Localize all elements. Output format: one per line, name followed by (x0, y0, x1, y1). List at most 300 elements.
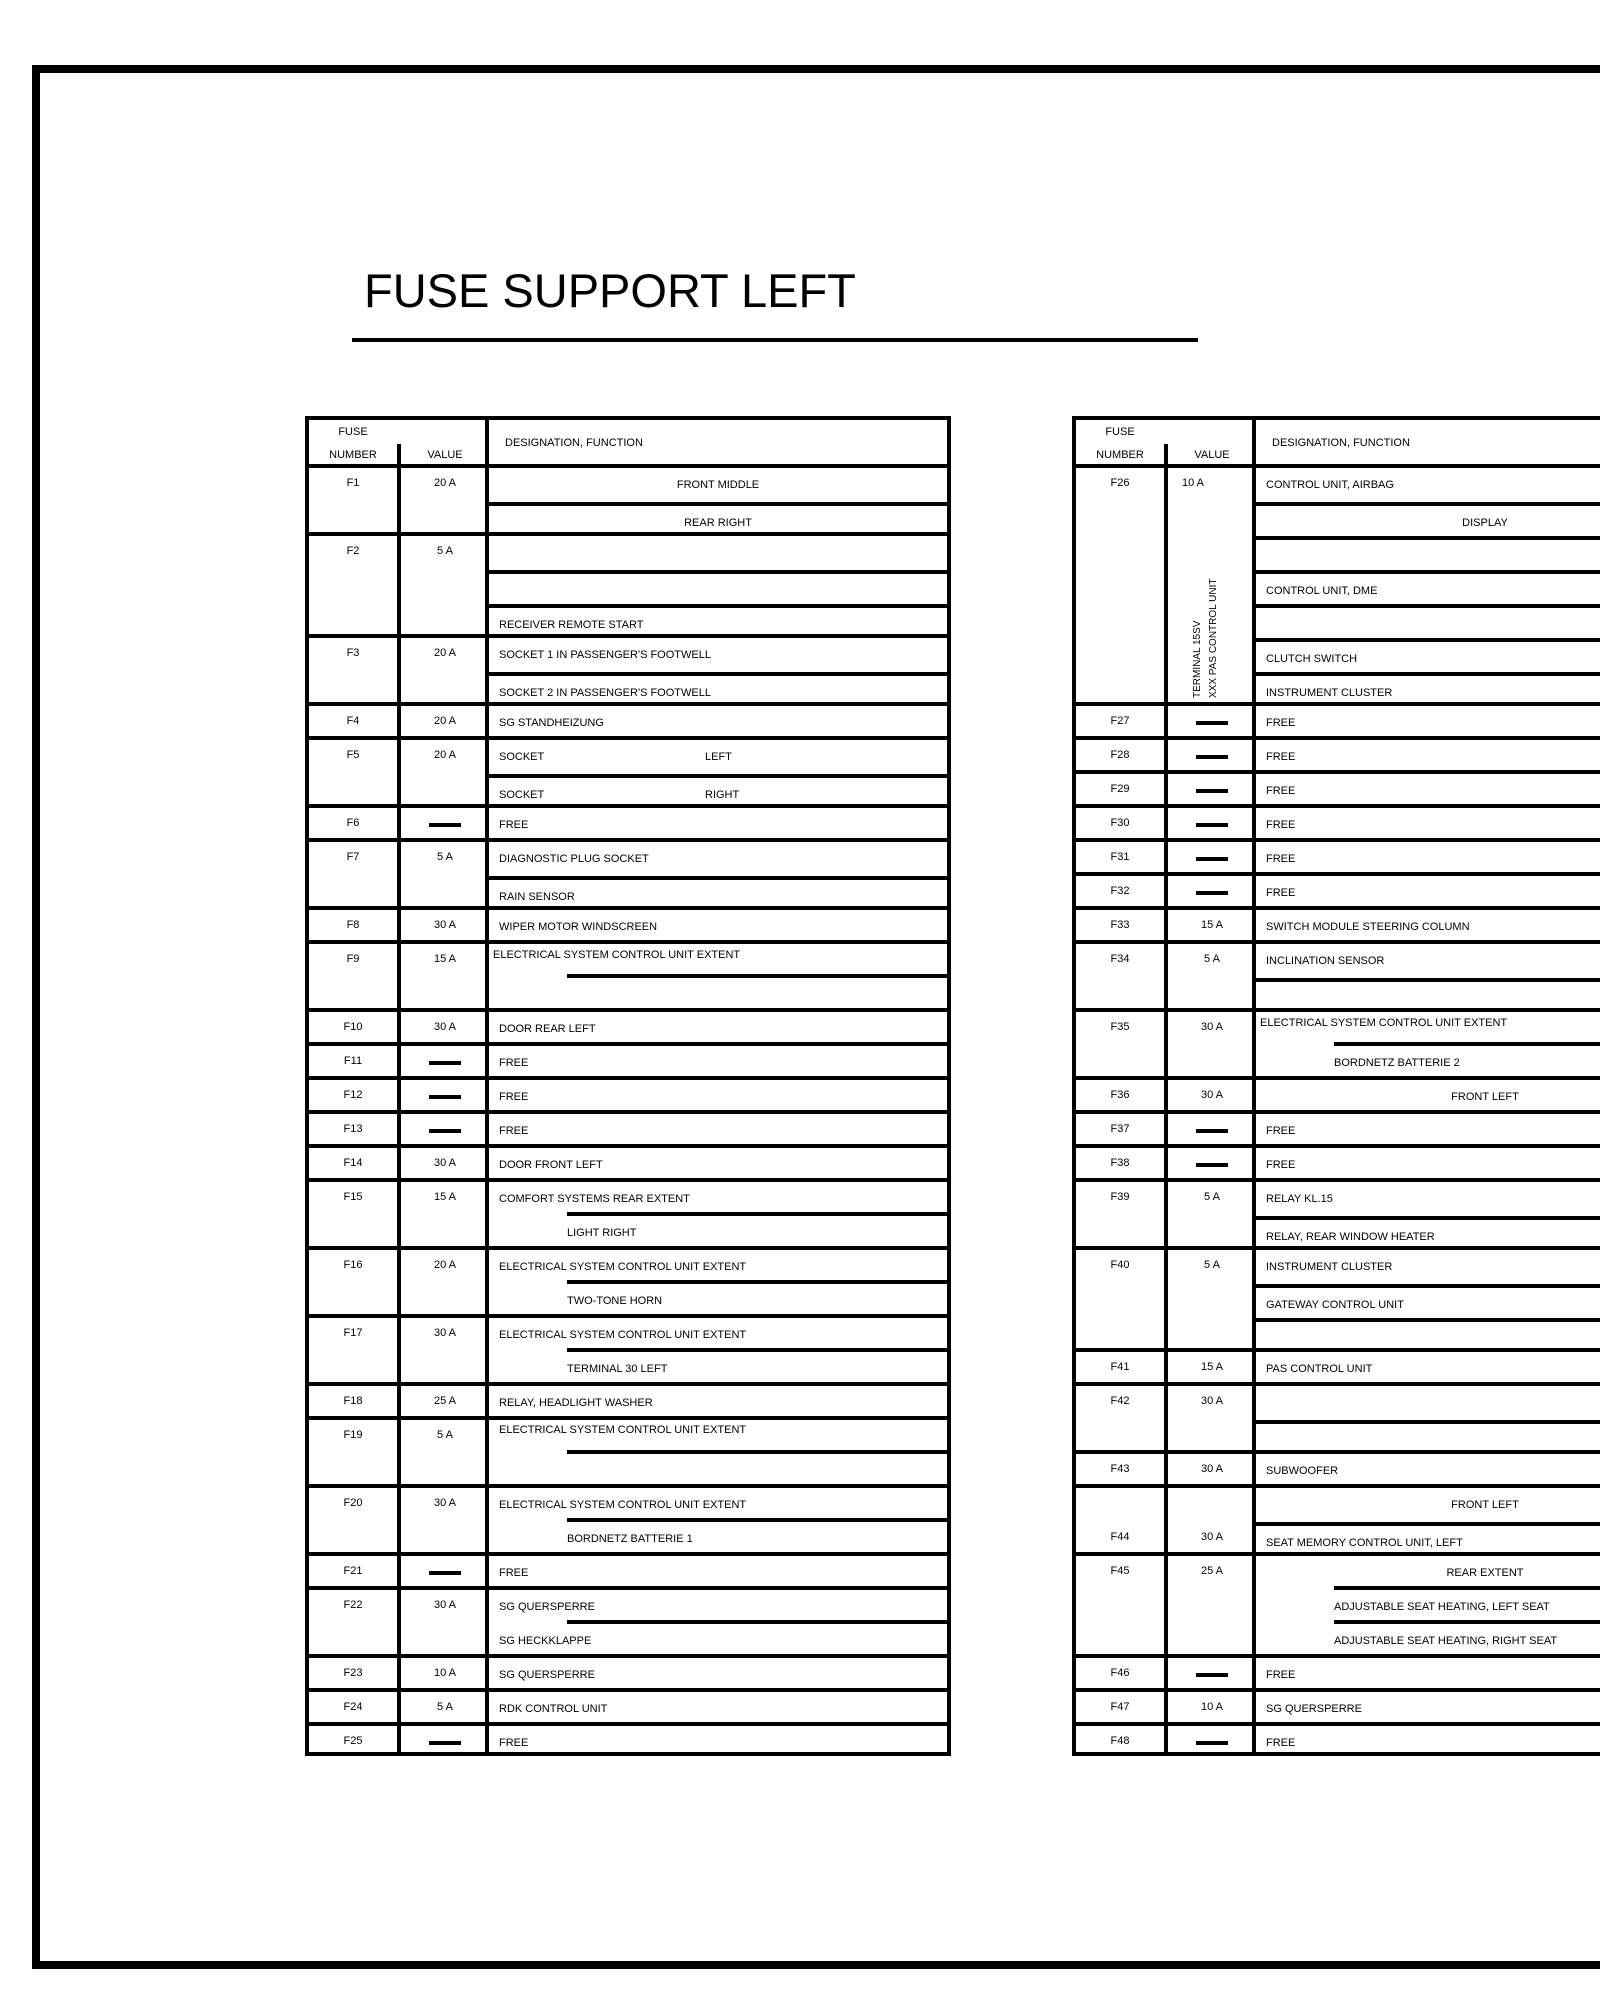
fuse-number: F7 (346, 851, 360, 863)
designation-text: FREE (1266, 1125, 1296, 1137)
designation-text: FREE (499, 1567, 529, 1579)
fuse-value-text: 5 A (437, 545, 453, 557)
fuse-row-f28 (1072, 736, 1600, 770)
designation-line (489, 1182, 947, 1216)
designation-text: REAR RIGHT (684, 517, 752, 529)
fuse-value-text: 20 A (433, 477, 457, 489)
fuse-value (397, 1080, 489, 1110)
fuse-number: F26 (1110, 477, 1130, 489)
header-value: VALUE (1194, 449, 1230, 461)
fuse-value (397, 910, 489, 940)
designation-line (1256, 1590, 1600, 1624)
fuse-value (1164, 910, 1256, 940)
designation-line (1256, 1114, 1600, 1144)
designation-side-text: LEFT (705, 751, 732, 763)
fuse-row-f32 (1072, 872, 1600, 906)
designation-line (1256, 1318, 1600, 1348)
fuse-number: F8 (346, 919, 360, 931)
designation-text: FREE (499, 1057, 529, 1069)
fuse-number: F25 (343, 1735, 363, 1747)
no-fuse-dash (429, 1741, 461, 1745)
fuse-designation (1252, 842, 1600, 872)
fuse-value (1164, 1692, 1256, 1722)
designation-line (1256, 1658, 1600, 1688)
fuse-row-f15 (305, 1178, 951, 1246)
fuse-row-f29 (1072, 770, 1600, 804)
fuse-number: F1 (346, 477, 360, 489)
fuse-designation (1252, 1726, 1600, 1752)
designation-line (1256, 1148, 1600, 1178)
designation-line (489, 1556, 947, 1586)
fuse-row-f30 (1072, 804, 1600, 838)
fuse-value-text: 30 A (1200, 1531, 1224, 1543)
fuse-designation (485, 468, 947, 532)
fuse-designation (485, 1692, 947, 1722)
fuse-value (397, 1726, 489, 1752)
fuse-designation (485, 1080, 947, 1110)
fuse-number: F18 (343, 1395, 363, 1407)
no-fuse-dash (429, 1061, 461, 1065)
designation-line (489, 570, 947, 604)
header-divider (485, 420, 489, 468)
designation-line (1256, 1488, 1600, 1522)
fuse-number: F31 (1110, 851, 1130, 863)
fuse-row-f24 (305, 1688, 951, 1722)
fuse-row-f35 (1072, 1008, 1600, 1076)
fuse-designation (485, 1386, 947, 1416)
fuse-row-f47 (1072, 1688, 1600, 1722)
document-title: FUSE SUPPORT LEFT (364, 264, 856, 317)
designation-text: DOOR REAR LEFT (499, 1023, 596, 1035)
fuse-row-f3 (305, 634, 951, 702)
no-fuse-dash (1196, 1741, 1228, 1745)
fuse-row-f16 (305, 1246, 951, 1314)
designation-text: SOCKET 2 IN PASSENGER'S FOOTWELL (499, 687, 711, 699)
designation-text: ELECTRICAL SYSTEM CONTROL UNIT EXTENT (499, 1424, 747, 1436)
title-underline (352, 338, 1198, 342)
fuse-row-f26 (1072, 464, 1600, 702)
fuse-number: F29 (1110, 783, 1130, 795)
fuse-value (1164, 740, 1256, 770)
fuse-designation (1252, 706, 1600, 736)
fuse-designation (485, 740, 947, 804)
fuse-designation (485, 1420, 947, 1484)
designation-line (489, 1352, 947, 1382)
fuse-row-f41 (1072, 1348, 1600, 1382)
fuse-designation (1252, 944, 1600, 1008)
designation-line (1256, 570, 1600, 604)
fuse-row-f8 (305, 906, 951, 940)
designation-line (1256, 536, 1600, 570)
fuse-value (397, 706, 489, 736)
designation-line (1256, 706, 1600, 736)
fuse-value (397, 1046, 489, 1076)
fuse-value (397, 1012, 489, 1042)
designation-line (489, 502, 947, 532)
no-fuse-dash (429, 1571, 461, 1575)
fuse-number: F13 (343, 1123, 363, 1135)
fuse-designation (1252, 1692, 1600, 1722)
designation-line (1256, 1556, 1600, 1590)
fuse-value (397, 1488, 489, 1552)
fuse-number: F19 (343, 1429, 363, 1441)
fuse-value-text: 15 A (433, 1191, 457, 1203)
designation-text: RAIN SENSOR (499, 891, 575, 903)
designation-line (489, 1046, 947, 1076)
designation-text: RELAY, HEADLIGHT WASHER (499, 1397, 653, 1409)
designation-line (489, 1488, 947, 1522)
designation-line (1256, 1046, 1600, 1076)
fuse-designation (485, 536, 947, 634)
fuse-value (1164, 808, 1256, 838)
designation-line (1256, 672, 1600, 702)
fuse-row-f21 (305, 1552, 951, 1586)
fuse-row-f6 (305, 804, 951, 838)
fuse-value-text: 20 A (433, 715, 457, 727)
designation-line (1256, 774, 1600, 804)
designation-text: FREE (1266, 785, 1296, 797)
designation-line (1256, 978, 1600, 1008)
fuse-row-f39 (1072, 1178, 1600, 1246)
designation-text: SG STANDHEIZUNG (499, 717, 604, 729)
fuse-value-text: 10 A (1200, 1701, 1224, 1713)
fuse-number: F41 (1110, 1361, 1130, 1373)
designation-line (1256, 1522, 1600, 1552)
designation-text: WIPER MOTOR WINDSCREEN (499, 921, 658, 933)
fuse-table-right (1072, 416, 1600, 1756)
fuse-row-f20 (305, 1484, 951, 1552)
fuse-value-text: 5 A (1204, 1259, 1220, 1271)
designation-line (489, 1590, 947, 1624)
designation-line (1256, 1692, 1600, 1722)
header-designation: DESIGNATION, FUNCTION (1272, 437, 1410, 449)
no-fuse-dash (1196, 1673, 1228, 1677)
fuse-row-f33 (1072, 906, 1600, 940)
designation-text: FREE (1266, 819, 1296, 831)
designation-text: RELAY, REAR WINDOW HEATER (1266, 1231, 1435, 1243)
table-body-left (305, 464, 951, 1756)
fuse-designation (485, 706, 947, 736)
fuse-value-text: 30 A (433, 1497, 457, 1509)
designation-line (489, 1012, 947, 1042)
designation-text: BORDNETZ BATTERIE 2 (1334, 1057, 1460, 1069)
designation-line (489, 1454, 947, 1484)
fuse-row-f10 (305, 1008, 951, 1042)
fuse-designation (485, 1114, 947, 1144)
fuse-number: F43 (1110, 1463, 1130, 1475)
fuse-designation (1252, 1658, 1600, 1688)
fuse-row-f31 (1072, 838, 1600, 872)
fuse-value (1164, 1658, 1256, 1688)
fuse-value (1164, 1488, 1256, 1552)
fuse-designation (1252, 740, 1600, 770)
fuse-value (397, 740, 489, 804)
fuse-value-text: 30 A (433, 1599, 457, 1611)
fuse-number: F5 (346, 749, 360, 761)
designation-text: BORDNETZ BATTERIE 1 (567, 1533, 693, 1545)
designation-text: ELECTRICAL SYSTEM CONTROL UNIT EXTENT (499, 1329, 747, 1341)
no-fuse-dash (429, 1129, 461, 1133)
designation-text: ADJUSTABLE SEAT HEATING, RIGHT SEAT (1334, 1635, 1558, 1647)
fuse-number: F33 (1110, 919, 1130, 931)
designation-text: COMFORT SYSTEMS REAR EXTENT (499, 1193, 690, 1205)
fuse-row-f23 (305, 1654, 951, 1688)
fuse-designation (485, 1658, 947, 1688)
fuse-designation (1252, 1182, 1600, 1246)
designation-text: FRONT MIDDLE (676, 479, 760, 491)
fuse-row-f9 (305, 940, 951, 1008)
designation-text: FRONT LEFT (1451, 1091, 1519, 1103)
header-fuse: FUSE (1105, 426, 1135, 438)
fuse-value-text: 30 A (433, 1327, 457, 1339)
fuse-number: F38 (1110, 1157, 1130, 1169)
designation-text: FREE (1266, 751, 1296, 763)
designation-line (1256, 876, 1600, 906)
fuse-value (397, 1590, 489, 1654)
fuse-designation (485, 1250, 947, 1314)
no-fuse-dash (1196, 789, 1228, 793)
fuse-value (397, 1250, 489, 1314)
fuse-number: F34 (1110, 953, 1130, 965)
fuse-number: F35 (1110, 1021, 1130, 1033)
header-value: VALUE (427, 449, 463, 461)
fuse-value (397, 638, 489, 702)
fuse-value-text: 15 A (1200, 1361, 1224, 1373)
fuse-value (397, 468, 489, 532)
fuse-number: F40 (1110, 1259, 1130, 1271)
fuse-value-text: 25 A (433, 1395, 457, 1407)
fuse-number: F10 (343, 1021, 363, 1033)
designation-line (489, 1080, 947, 1110)
fuse-value-text: 20 A (433, 647, 457, 659)
fuse-row-f2 (305, 532, 951, 634)
fuse-designation (485, 944, 947, 1008)
designation-line (489, 604, 947, 634)
fuse-designation (1252, 910, 1600, 940)
designation-line (489, 774, 947, 804)
no-fuse-dash (1196, 1129, 1228, 1133)
designation-line (489, 842, 947, 876)
designation-line (1256, 638, 1600, 672)
fuse-value-text: 5 A (1204, 1191, 1220, 1203)
fuse-number: F22 (343, 1599, 363, 1611)
designation-text: CONTROL UNIT, AIRBAG (1266, 479, 1394, 491)
fuse-row-f22 (305, 1586, 951, 1654)
fuse-row-f43 (1072, 1450, 1600, 1484)
vertical-note (1174, 528, 1254, 698)
designation-line (1256, 740, 1600, 770)
designation-line (1256, 842, 1600, 872)
fuse-designation (1252, 808, 1600, 838)
designation-text: SG QUERSPERRE (1266, 1703, 1362, 1715)
fuse-designation (485, 638, 947, 702)
fuse-value-text: 30 A (433, 1157, 457, 1169)
fuse-value (1164, 1726, 1256, 1752)
designation-line (489, 1318, 947, 1352)
fuse-designation (485, 808, 947, 838)
fuse-value (1164, 1454, 1256, 1484)
designation-text: ELECTRICAL SYSTEM CONTROL UNIT EXTENT (1260, 1017, 1508, 1029)
table-header (1072, 416, 1600, 464)
fuse-designation (1252, 1250, 1600, 1348)
designation-text: FREE (1266, 1737, 1296, 1749)
fuse-value (1164, 1080, 1256, 1110)
fuse-row-f11 (305, 1042, 951, 1076)
fuse-value-text: 15 A (433, 953, 457, 965)
fuse-value-text: 5 A (1204, 953, 1220, 965)
designation-text: TERMINAL 30 LEFT (567, 1363, 668, 1375)
designation-text: FRONT LEFT (1451, 1499, 1519, 1511)
designation-line (489, 944, 947, 978)
fuse-row-f46 (1072, 1654, 1600, 1688)
no-fuse-dash (429, 1095, 461, 1099)
fuse-value (1164, 1556, 1256, 1654)
fuse-row-f44 (1072, 1484, 1600, 1552)
fuse-number: F15 (343, 1191, 363, 1203)
designation-text: SOCKET (499, 789, 545, 801)
designation-line (489, 706, 947, 736)
designation-text: ELECTRICAL SYSTEM CONTROL UNIT EXTENT (499, 1261, 747, 1273)
fuse-value-text: 5 A (437, 1701, 453, 1713)
designation-line (489, 638, 947, 672)
designation-text: DISPLAY (1462, 517, 1508, 529)
designation-line (1256, 1216, 1600, 1246)
fuse-designation (485, 1012, 947, 1042)
fuse-row-f5 (305, 736, 951, 804)
designation-line (489, 1216, 947, 1246)
fuse-designation (485, 1556, 947, 1586)
fuse-table-left (305, 416, 951, 1756)
fuse-value-text: 10 A (1182, 477, 1205, 489)
fuse-number: F3 (346, 647, 360, 659)
fuse-designation (1252, 1556, 1600, 1654)
fuse-number: F20 (343, 1497, 363, 1509)
fuse-number: F23 (343, 1667, 363, 1679)
fuse-value-text: 30 A (1200, 1463, 1224, 1475)
fuse-designation (485, 1318, 947, 1382)
designation-text: ELECTRICAL SYSTEM CONTROL UNIT EXTENT (499, 1499, 747, 1511)
designation-line (1256, 1250, 1600, 1284)
header-number: NUMBER (329, 449, 377, 461)
designation-line (489, 740, 947, 774)
designation-text: FREE (1266, 887, 1296, 899)
fuse-row-f1 (305, 464, 951, 532)
fuse-designation (485, 1488, 947, 1552)
designation-text: FREE (1266, 1159, 1296, 1171)
fuse-number: F21 (343, 1565, 363, 1577)
fuse-row-f17 (305, 1314, 951, 1382)
fuse-designation (1252, 1080, 1600, 1110)
fuse-designation (485, 1148, 947, 1178)
fuse-designation (1252, 1488, 1600, 1552)
designation-line (1256, 910, 1600, 940)
no-fuse-dash (1196, 721, 1228, 725)
fuse-number: F11 (343, 1055, 363, 1067)
fuse-value (397, 842, 489, 906)
designation-line (489, 978, 947, 1008)
fuse-number: F39 (1110, 1191, 1130, 1203)
fuse-value-text: 25 A (1200, 1565, 1224, 1577)
fuse-row-f18 (305, 1382, 951, 1416)
fuse-value (397, 536, 489, 634)
fuse-row-f12 (305, 1076, 951, 1110)
designation-text: FREE (499, 1737, 529, 1749)
designation-line (1256, 1012, 1600, 1046)
designation-text: FREE (499, 1125, 529, 1137)
fuse-value (397, 944, 489, 1008)
fuse-value-text: 5 A (437, 851, 453, 863)
fuse-value-text: 30 A (1200, 1089, 1224, 1101)
fuse-designation (1252, 774, 1600, 804)
designation-line (489, 536, 947, 570)
fuse-designation (1252, 1454, 1600, 1484)
designation-line (489, 1726, 947, 1756)
fuse-value (397, 1182, 489, 1246)
no-fuse-dash (1196, 857, 1228, 861)
designation-line (489, 876, 947, 906)
designation-line (489, 910, 947, 940)
designation-line (1256, 1182, 1600, 1216)
designation-line (489, 672, 947, 702)
fuse-value (1164, 706, 1256, 736)
table-header (305, 416, 951, 464)
no-fuse-dash (1196, 755, 1228, 759)
fuse-value (1164, 468, 1256, 702)
fuse-number: F27 (1110, 715, 1130, 727)
designation-line (1256, 1080, 1600, 1110)
fuse-row-f45 (1072, 1552, 1600, 1654)
fuse-value-text: 5 A (437, 1429, 453, 1441)
vertical-note-line2: XXX PAS CONTROL UNIT (1208, 578, 1219, 698)
fuse-value-text: 30 A (433, 1021, 457, 1033)
fuse-number: F12 (343, 1089, 363, 1101)
designation-text: SG HECKKLAPPE (499, 1635, 592, 1647)
fuse-value (397, 1114, 489, 1144)
fuse-value (1164, 944, 1256, 1008)
fuse-value (1164, 1182, 1256, 1246)
fuse-designation (485, 1182, 947, 1246)
fuse-number: F48 (1110, 1735, 1130, 1747)
fuse-row-f14 (305, 1144, 951, 1178)
designation-text: SG QUERSPERRE (499, 1669, 595, 1681)
fuse-value (397, 808, 489, 838)
fuse-designation (1252, 876, 1600, 906)
no-fuse-dash (429, 823, 461, 827)
header-designation: DESIGNATION, FUNCTION (505, 437, 643, 449)
fuse-row-f38 (1072, 1144, 1600, 1178)
fuse-row-f40 (1072, 1246, 1600, 1348)
fuse-number: F47 (1110, 1701, 1130, 1713)
designation-text: ADJUSTABLE SEAT HEATING, LEFT SEAT (1334, 1601, 1550, 1613)
fuse-designation (485, 1046, 947, 1076)
designation-text: FREE (499, 1091, 529, 1103)
designation-text: INSTRUMENT CLUSTER (1266, 1261, 1393, 1273)
fuse-number: F32 (1110, 885, 1130, 897)
designation-line (1256, 1284, 1600, 1318)
fuse-value (1164, 842, 1256, 872)
fuse-number: F24 (343, 1701, 363, 1713)
fuse-row-f13 (305, 1110, 951, 1144)
designation-text: INSTRUMENT CLUSTER (1266, 687, 1393, 699)
fuse-number: F45 (1110, 1565, 1130, 1577)
fuse-row-f25 (305, 1722, 951, 1756)
designation-line (489, 1522, 947, 1552)
fuse-row-f27 (1072, 702, 1600, 736)
fuse-number: F9 (346, 953, 360, 965)
designation-text: GATEWAY CONTROL UNIT (1266, 1299, 1404, 1311)
fuse-number: F28 (1110, 749, 1130, 761)
fuse-value (1164, 1352, 1256, 1382)
